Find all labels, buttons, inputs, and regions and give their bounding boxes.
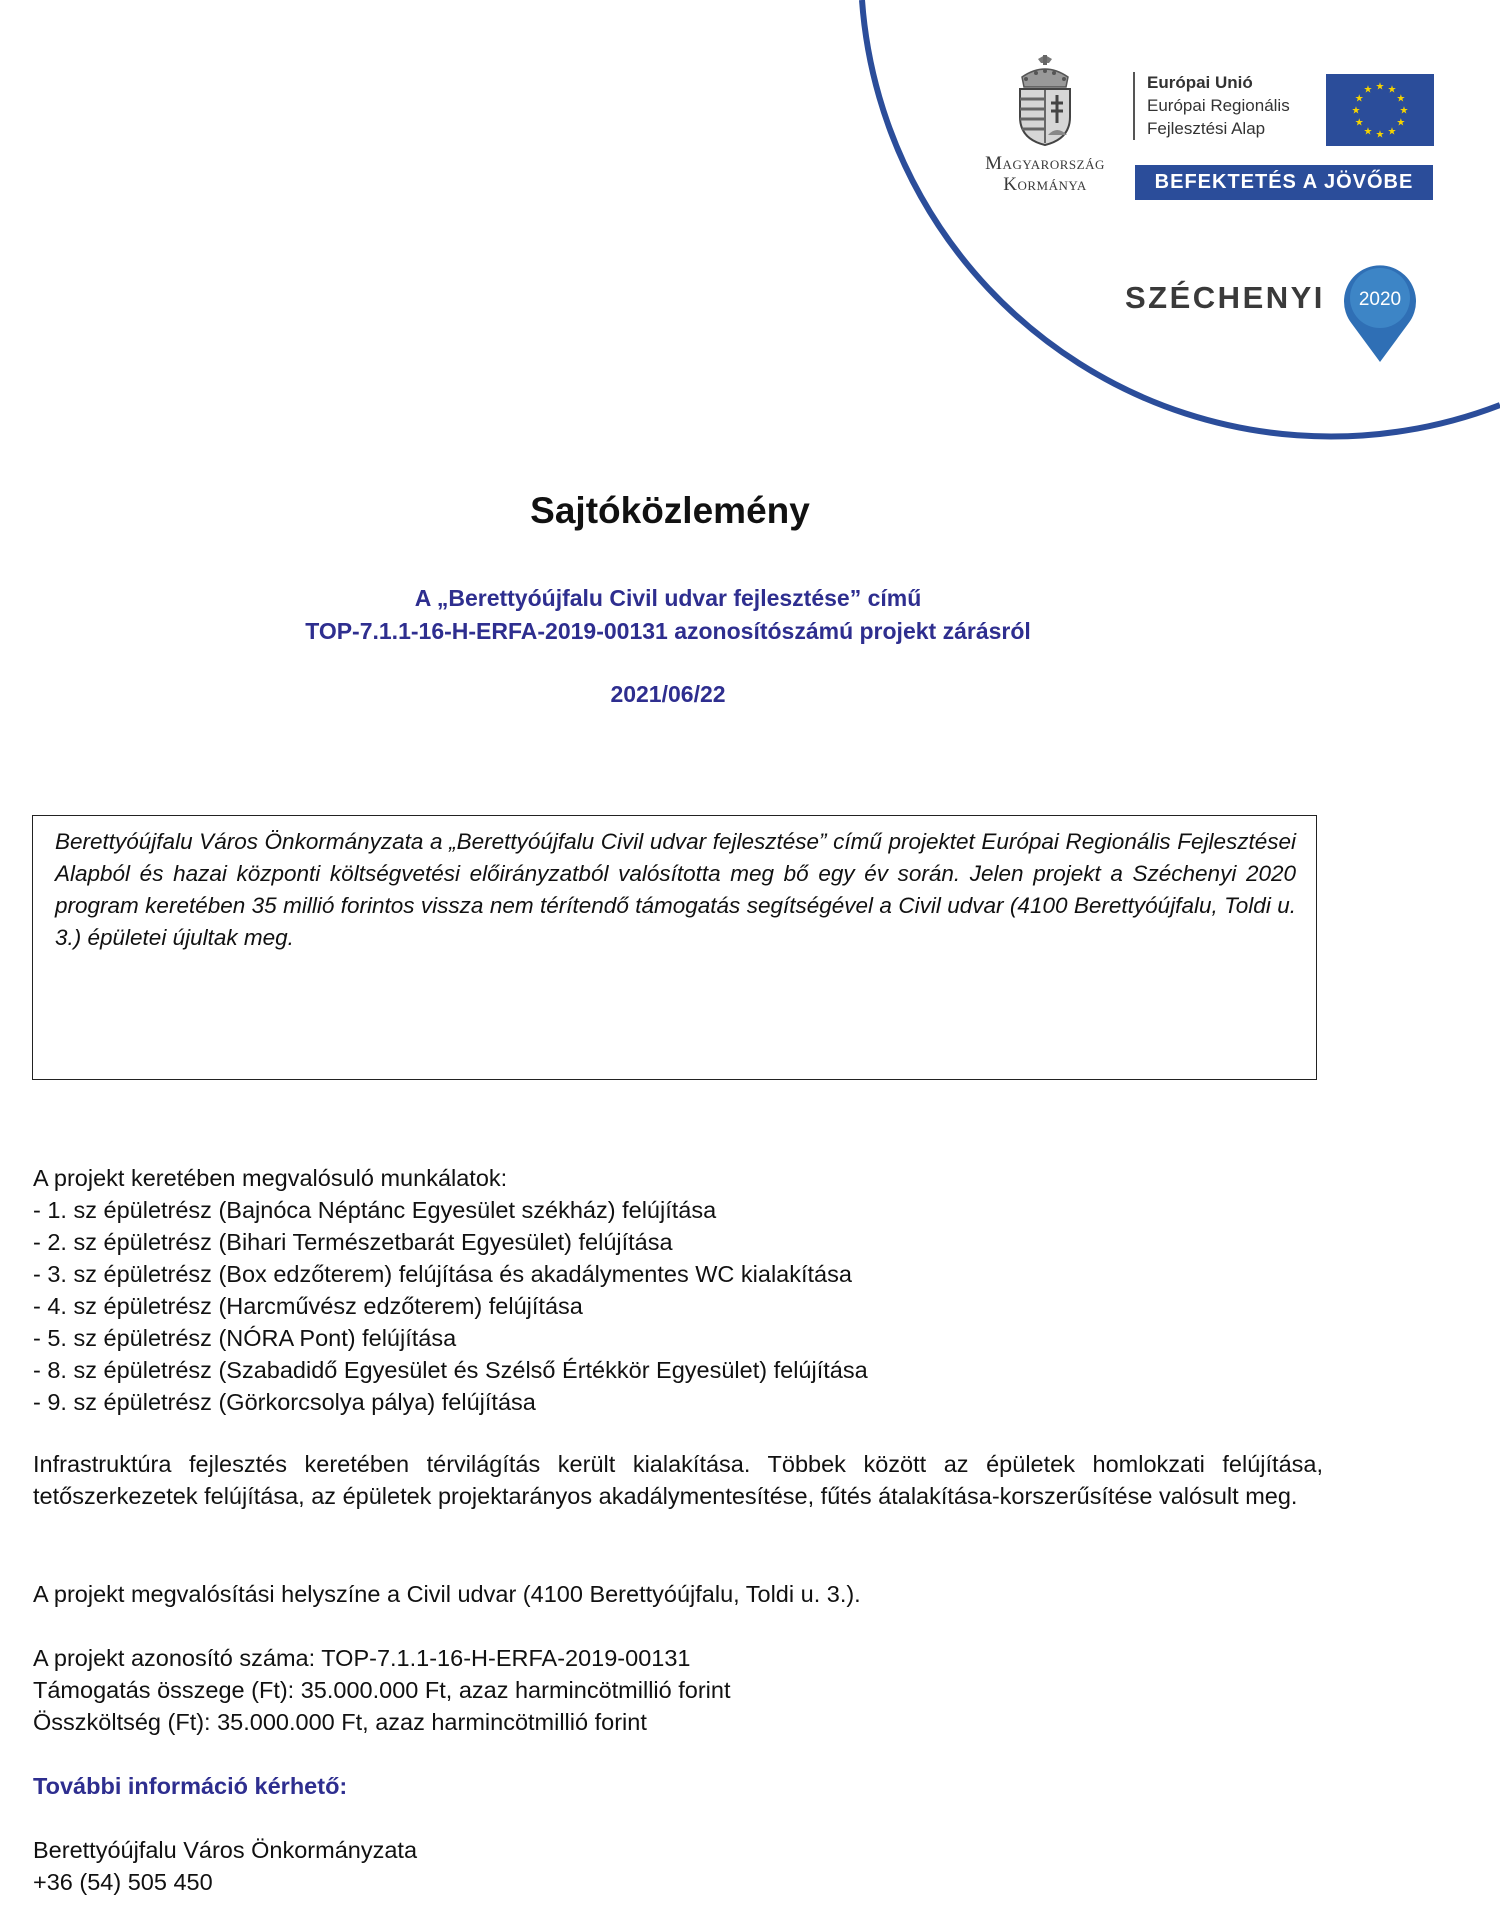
list-item: - 9. sz épületrész (Görkorcsolya pálya) felújítása: [33, 1389, 536, 1415]
eu-star-icon: ★: [1375, 129, 1385, 141]
total-cost: Összköltség (Ft): 35.000.000 Ft, azaz harmincötmillió forint: [33, 1709, 647, 1735]
eu-star-icon: ★: [1387, 84, 1397, 96]
szechenyi-logo-text: SZÉCHENYI: [1125, 280, 1325, 315]
list-item: - 4. sz épületrész (Harcművész edzőterem) felújítása: [33, 1293, 583, 1319]
subtitle-line2: TOP-7.1.1-16-H-ERFA-2019-00131 azonosítószámú projekt zárásról: [305, 618, 1031, 644]
works-section: [33, 1162, 1323, 1418]
subtitle: [0, 582, 1336, 648]
eu-star-icon: ★: [1375, 81, 1385, 93]
eu-star-icon: ★: [1351, 105, 1361, 117]
contact-block: [33, 1834, 1323, 1898]
list-item: - 8. sz épületrész (Szabadidő Egyesület és Szélső Értékkör Egyesület) felújítása: [33, 1357, 868, 1383]
hungarian-coat-of-arms-icon: [1014, 55, 1076, 147]
grant-amount: Támogatás összege (Ft): 35.000.000 Ft, azaz harmincötmillió forint: [33, 1677, 731, 1703]
government-name-line1: Magyarország: [985, 153, 1105, 174]
project-id: A projekt azonosító száma: TOP-7.1.1-16-H-ERFA-2019-00131: [33, 1645, 691, 1671]
subtitle-line1: A „Berettyóújfalu Civil udvar fejlesztése” című: [414, 585, 922, 611]
contact-organization: Berettyóújfalu Város Önkormányzata: [33, 1837, 418, 1863]
eu-star-icon: ★: [1396, 93, 1406, 105]
location-pin-icon: [1340, 262, 1420, 364]
list-item: - 3. sz épületrész (Box edzőterem) felújítása és akadálymentes WC kialakítása: [33, 1261, 852, 1287]
program-year: 2020: [1358, 289, 1402, 310]
infrastructure-text: Infrastruktúra fejlesztés keretében térvilágítás került kialakítása. Többek között az épületek homlokzati felújítása, tetőszerkezetek felújítása, az épületek projektarányos akadálymentesítése, fűtés átalakítása-korszerűsítése valósult meg.: [33, 1451, 1323, 1509]
project-details: [33, 1642, 1323, 1738]
eu-star-icon: ★: [1363, 126, 1373, 138]
summary-box: [32, 815, 1317, 1080]
eu-star-icon: ★: [1363, 84, 1373, 96]
contact-phone[interactable]: +36 (54) 505 450: [33, 1869, 213, 1895]
eu-name: Európai Unió: [1147, 73, 1253, 92]
header-arc: [0, 0, 1500, 460]
page-title: Sajtóközlemény: [530, 490, 810, 531]
location-paragraph: [33, 1578, 1323, 1610]
list-item: - 2. sz épületrész (Bihari Természetbarát Egyesület) felújítása: [33, 1229, 673, 1255]
location-text: A projekt megvalósítási helyszíne a Civil udvar (4100 Berettyóújfalu, Toldi u. 3.).: [33, 1581, 861, 1607]
eu-flag-icon: [1326, 74, 1434, 146]
eu-star-icon: ★: [1399, 105, 1409, 117]
infrastructure-paragraph: [33, 1448, 1323, 1512]
eu-fund-line1: Európai Regionális: [1147, 96, 1290, 115]
eu-fund-line2: Fejlesztési Alap: [1147, 119, 1266, 138]
eu-star-icon: ★: [1396, 117, 1406, 129]
eu-star-icon: ★: [1354, 117, 1364, 129]
summary-text: Berettyóújfalu Város Önkormányzata a „Berettyóújfalu Civil udvar fejlesztése” című projektet Európai Regionális Fejlesztései Alapból és hazai központi költségvetési előirányzatból valósította meg bő egy év során. Jelen projekt a Széchenyi 2020 program keretében 35 millió forintos vissza nem térítendő támogatás segítségével a Civil udvar (4100 Berettyóújfalu, Toldi u. 3.) épületei újultak meg.: [55, 829, 1296, 950]
eu-banner: BEFEKTETÉS A JÖVŐBE: [1135, 165, 1433, 200]
government-logo: [965, 55, 1125, 195]
more-info-heading: További információ kérhető:: [33, 1773, 348, 1799]
list-item: - 5. sz épületrész (NÓRA Pont) felújítása: [33, 1325, 457, 1351]
list-item: - 1. sz épületrész (Bajnóca Néptánc Egyesület székház) felújítása: [33, 1197, 717, 1223]
eu-star-icon: ★: [1387, 126, 1397, 138]
government-name-line2: Kormánya: [1003, 174, 1087, 195]
eu-star-icon: ★: [1354, 93, 1364, 105]
release-date: 2021/06/22: [610, 681, 726, 707]
works-intro: A projekt keretében megvalósuló munkálatok:: [33, 1165, 508, 1191]
